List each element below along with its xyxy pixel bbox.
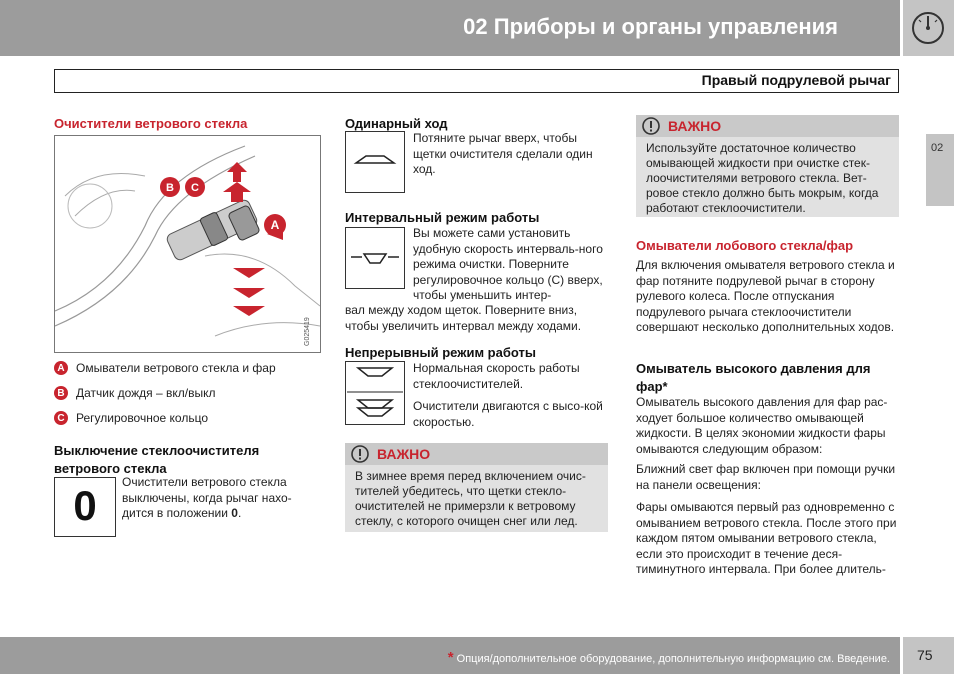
important-note-fluid-text: Используйте достаточное количество омывающей жидкости при очистке стек-лоочистителями ветрового стекла. Вет-ровое стекло должно быть мокрым, когда работают стеклоочистители. (646, 141, 879, 215)
section-title: Правый подрулевой рычаг (701, 72, 891, 88)
single-stroke-icon (346, 132, 404, 192)
interval-text-a: Вы можете сами установить удобную скорость интерваль-ного режима очистки. Поверните регулировочное кольцо (C) вверх, чтобы уменьшить интер- (413, 226, 603, 302)
single-stroke-text: Потяните рычаг вверх, чтобы щетки очистителя сделали один ход. (413, 131, 593, 176)
gauge-icon (911, 11, 945, 45)
high-pressure-text-2: Ближний свет фар включен при помощи ручки на панели освещения: (636, 462, 896, 492)
wiper-off-heading: Выключение стеклоочистителя ветрового стекла (54, 443, 260, 476)
important-note-fluid-header (636, 115, 899, 137)
continuous-symbol (345, 361, 405, 425)
lever-illustration (54, 135, 321, 353)
chapter-title: 02 Приборы и органы управления (463, 14, 838, 39)
continuous-icon (346, 362, 404, 424)
washers-text: Для включения омывателя ветрового стекла и фар потяните подрулевой рычаг в сторону рулевого колеса. После отпускания подрулевого рычага стеклоочистители совершают несколько дополнительных ходов. (636, 258, 895, 334)
illustration-code: G025419 (304, 317, 311, 346)
legend-item-a (54, 361, 276, 375)
high-pressure-text-3: Фары омываются первый раз одновременно с омыванием ветрового стекла. После этого при каждом пятом омывании ветрового стекла, если это происходит в течение деся-тиминутного интервала. При более длитель- (636, 500, 897, 576)
wiper-off-text: Очистители ветрового стекла выключены, когда рычаг нахо-дится в положении 0. (122, 475, 292, 520)
svg-text:B: B (166, 182, 174, 194)
chapter-side-tab[interactable] (926, 134, 954, 206)
legend-marker-c: C (54, 411, 68, 425)
high-pressure-text-1: Омыватель высокого давления для фар рас-ходует большое количество омывающей жидкости. В целях экономии жидкости фары омываются следующим образом: (636, 395, 888, 456)
legend-text-b: Датчик дождя – вкл/выкл (76, 386, 216, 400)
callout-c (185, 177, 205, 197)
wipers-heading: Очистители ветрового стекла (54, 116, 248, 131)
important-note-winter-header (345, 443, 608, 465)
warning-icon (350, 445, 370, 463)
position-zero-symbol (54, 477, 116, 537)
legend-item-c (54, 411, 208, 425)
important-label: ВАЖНО (377, 446, 431, 462)
page-number-box (903, 637, 954, 674)
chapter-side-tab-label: 02 (931, 142, 944, 154)
important-label: ВАЖНО (668, 118, 722, 134)
svg-text:A: A (270, 218, 280, 232)
lever-drawing (55, 136, 320, 352)
legend-item-b (54, 386, 215, 400)
legend-text-a: Омыватели ветрового стекла и фар (76, 361, 276, 375)
interval-text-b: вал между ходом щеток. Поверните вниз, чтобы увеличить интервал между ходами. (345, 303, 582, 333)
svg-text:C: C (191, 182, 199, 194)
important-note-winter-text: В зимнее время перед включением очис-тителей убедитесь, что щетки стекло-очистителей не примерзли к ветровому стеклу, с которого очищен снег или лед. (355, 469, 586, 528)
page-footer (0, 637, 900, 674)
continuous-heading: Непрерывный режим работы (345, 345, 536, 360)
interval-icon (346, 228, 404, 288)
legend-marker-b: B (54, 386, 68, 400)
washers-heading: Омыватели лобового стекла/фар (636, 238, 854, 253)
continuous-text-1: Нормальная скорость работы стеклоочистителей. (413, 361, 580, 391)
chapter-icon-box (903, 0, 954, 56)
callout-b (160, 177, 180, 197)
section-title-box (54, 69, 899, 93)
legend-marker-a: A (54, 361, 68, 375)
footnote: * Опция/дополнительное оборудование, дополнительную информацию см. Введение. (447, 649, 890, 666)
important-note-fluid (636, 115, 899, 217)
interval-heading: Интервальный режим работы (345, 210, 540, 225)
important-note-winter (345, 443, 608, 532)
high-pressure-heading: Омыватель высокого давления для фар* (636, 361, 871, 394)
single-stroke-symbol (345, 131, 405, 193)
callout-a (264, 214, 286, 236)
single-stroke-heading: Одинарный ход (345, 116, 448, 131)
page-header (0, 0, 900, 56)
legend-text-c: Регулировочное кольцо (76, 411, 208, 425)
position-zero-glyph: 0 (73, 482, 97, 529)
interval-symbol (345, 227, 405, 289)
page-number: 75 (917, 647, 933, 663)
continuous-text-2: Очистители двигаются с высо-кой скоростью. (413, 399, 603, 429)
warning-icon (641, 117, 661, 135)
